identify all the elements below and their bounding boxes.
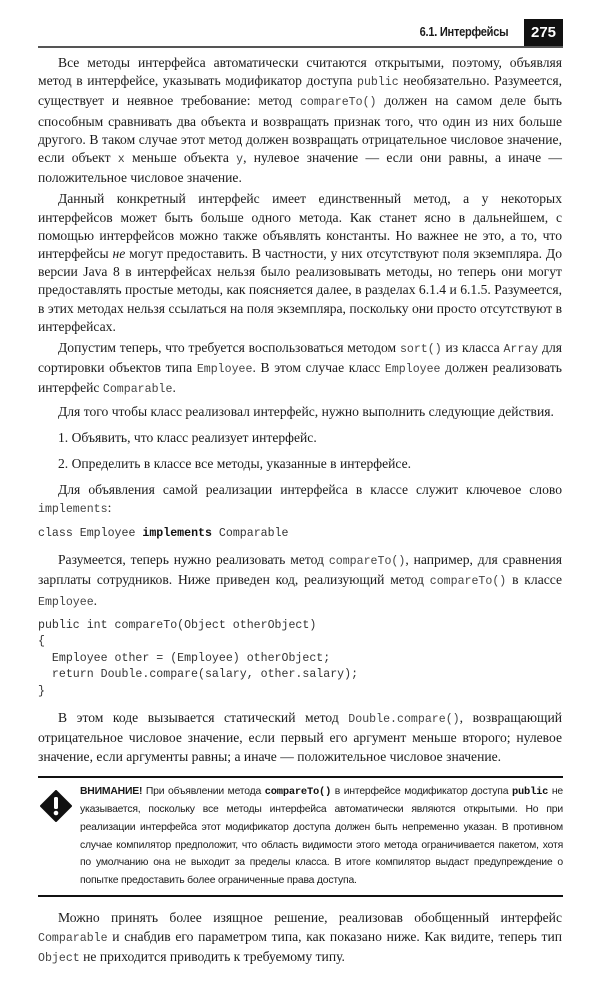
code-declaration	[38, 526, 562, 543]
paragraph	[38, 551, 562, 612]
text-run: . В этом случае класс	[252, 360, 385, 376]
body-text	[38, 54, 562, 766]
code-block: public int compareTo(Object otherObject) { Employee other = (Employee) otherObject; return Double.compare(salary, other.salary); }	[38, 618, 359, 698]
list-item: 1. Объявить, что класс реализует интерфейс.	[58, 429, 317, 445]
text-run: .	[93, 592, 98, 608]
text-run: для сортировки объектов типа	[38, 340, 562, 376]
text-run: не приходится приводить к требуемому типу.	[79, 948, 345, 964]
text-run: При объявлении метода	[142, 785, 265, 797]
text-run: Можно принять более изящное решение, реализовав обобщенный интерфейс	[58, 910, 562, 926]
header-rule	[38, 46, 563, 48]
text-run: , например, для сравнения зарплаты сотрудников. Ниже приведен код, реализующий метод	[38, 552, 562, 588]
inline-code: implements	[38, 503, 108, 517]
inline-code: Comparable	[102, 383, 173, 397]
text-run: в интерфейсе модификатор доступа	[331, 785, 512, 797]
inline-code: Array	[503, 343, 539, 357]
text-run: , возвращающий отрицательное числовое значение, если первый его аргумент меньше второго; нулевое значение, если аргументы равны; а иначе — положительное числовое значение.	[38, 710, 562, 764]
warning-notice	[38, 776, 563, 898]
text-run: меньше объекта	[124, 150, 237, 166]
text-run: Для объявления самой реализации интерфейса в классе служит ключевое слово	[58, 482, 562, 498]
inline-code: compareTo()	[299, 96, 377, 110]
text-run: :	[107, 500, 112, 516]
running-header-section-title: 6.1. Интерфейсы	[419, 24, 508, 39]
text-run: и снабдив его параметром типа, как показано ниже. Как видите, теперь тип	[107, 928, 562, 944]
emphasis: не	[112, 246, 126, 262]
code-text: class Employee	[38, 526, 143, 540]
paragraph	[38, 709, 562, 766]
list-item: 2. Определить в классе все методы, указанные в интерфейсе.	[58, 456, 412, 472]
text-run: в классе	[506, 572, 562, 588]
text-run: Для того чтобы класс реализовал интерфейс, нужно выполнить следующие действия.	[58, 403, 554, 419]
paragraph	[38, 54, 562, 187]
steps-list	[58, 429, 562, 473]
text-run: В этом коде вызывается статический метод	[58, 710, 349, 726]
text-run: могут предоставить. В частности, у них отсутствуют поля экземпляра. До версии Java 8 в интерфейсах нельзя было реализовывать методы, но теперь они могут предоставлять простые методы, как поясняется далее, в разделах 6.1.4 и 6.1.5. Разумеется, в этих методах нельзя ссылаться на поля экземпляра, поскольку они просто отсутствуют в интерфейсах.	[38, 246, 562, 334]
inline-code-bold: compareTo()	[264, 785, 332, 798]
text-run: Данный конкретный интерфейс имеет единственный метод, а у некоторых интерфейсов может быть больше одного метода. Как станет ясно в дальнейшем, с помощью интерфейсов можно также объявлять константы. Но важнее не это, а то, что интерфейсы	[38, 191, 562, 262]
paragraph	[38, 403, 562, 421]
inline-code: compareTo()	[328, 555, 406, 569]
inline-code: x	[117, 153, 125, 167]
page-number: 275	[524, 19, 563, 47]
inline-code: public	[356, 76, 399, 90]
text-run: должен на самом деле быть способным сравнивать два объекта и возвращать признак того, что один из них больше другого. В таком случае этот метод должен возвращать отрицательное числовое значение, если объект	[38, 93, 563, 166]
inline-code: Double.compare()	[348, 713, 460, 727]
inline-code: sort()	[399, 343, 442, 357]
code-keyword: implements	[142, 526, 212, 540]
warning-icon	[40, 790, 72, 822]
text-run: из класса	[441, 340, 504, 356]
inline-code-bold: public	[511, 785, 549, 798]
text-run: необязательно. Разумеется, существует и неявное требование: метод	[38, 73, 563, 109]
text-run: Все методы интерфейса автоматически считаются открытыми, поэтому, объявляя метод в интерфейсе, указывать модификатор доступа	[38, 55, 562, 89]
code-text: Comparable	[211, 526, 289, 540]
inline-code: Employee	[196, 363, 253, 377]
inline-code: Comparable	[38, 931, 108, 945]
text-run: должен реализовать интерфейс	[38, 360, 562, 396]
inline-code: Employee	[38, 595, 94, 609]
text-run: , нулевое значение — если они равны, а иначе — положительное числовое значение.	[38, 150, 562, 186]
paragraph	[38, 339, 562, 400]
running-header	[0, 0, 600, 50]
text-run: Разумеется, теперь нужно реализовать метод	[58, 552, 329, 568]
notice-label: ВНИМАНИЕ!	[80, 785, 143, 797]
inline-code: y	[236, 153, 244, 167]
paragraph	[38, 190, 562, 336]
inline-code: Employee	[384, 363, 441, 377]
notice-text	[80, 783, 563, 890]
paragraph	[38, 481, 562, 519]
paragraph	[38, 909, 562, 968]
text-run: .	[172, 380, 176, 396]
text-run: Допустим теперь, что требуется воспользоваться методом	[58, 340, 400, 356]
text-run: не указывается, поскольку все методы интерфейса автоматически являются открытыми. Но при реализации интерфейса этот модификатор доступа должен быть непременно указан. В противном случае компилятор предположит, что область видимости этого метода ограничивается пакетом, хотя по умолчанию она не выходит за пределы класса. В итоге компилятор выдаст предупреждение о попытке предоставить более ограниченные права доступа.	[80, 785, 563, 886]
inline-code: Object	[38, 951, 80, 965]
inline-code: compareTo()	[429, 575, 507, 589]
